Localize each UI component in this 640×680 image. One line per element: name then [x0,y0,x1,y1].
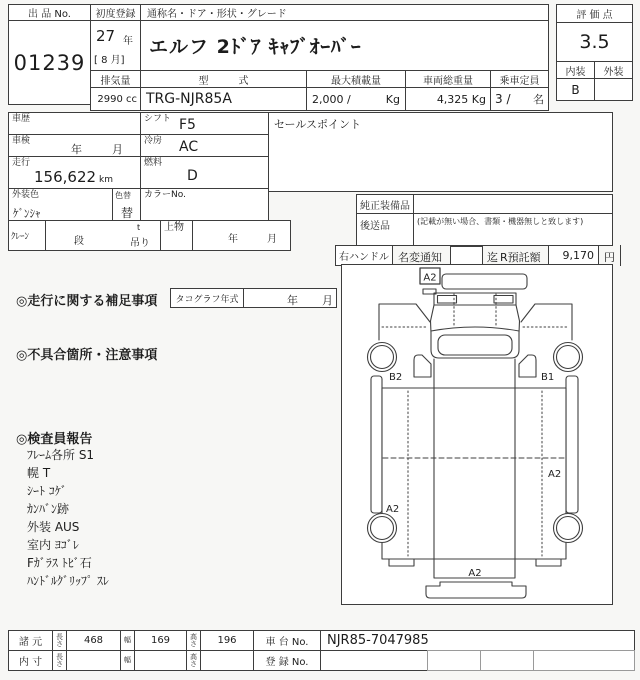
tachograph-year: 年 [287,294,298,307]
defect-title: ◎不具合箇所・注意事項 [16,348,158,363]
inspector-item: ｼｰﾄ ｺｹﾞ [27,484,67,498]
max-load-unit: Kg [385,92,400,106]
model-code-value: TRG-NJR85A [140,87,307,111]
kosohin-note: (記載が無い場合、書類・機器無しと致します) [417,217,584,226]
color-change-value: 替 [121,206,134,220]
footer-empty-cell [533,650,635,671]
inspection-cell [8,134,141,157]
shift-label: シフト [144,114,172,124]
displacement-value: 2990 cc [90,87,141,111]
truck-top-view-diagram [342,265,612,604]
first-reg-month: [ 8 月] [94,55,125,66]
kosohin-label: 後送品 [360,221,390,232]
width-label-text: 幅 [124,636,131,644]
inner-width-value [134,650,187,671]
fuel-value: D [187,168,198,184]
lot-no-header: 出 品 No. [8,4,91,21]
damage-label-right-door: B1 [541,372,555,383]
displacement-header: 排気量 [90,70,141,88]
inspection-label: 車検 [12,136,31,146]
crane-dan-label: 段 [74,236,84,247]
inspector-item: ｶﾝﾊﾞﾝ跡 [27,502,70,516]
made-label: 迄 [487,251,498,264]
grade-value: 3.5 [556,22,633,62]
inner-dims-row-label: 内 寸 [8,650,53,671]
damage-label-left-rear: A2 [386,504,400,515]
exterior-grade-value [594,78,633,101]
chassis-no-value: NJR85-7047985 [320,630,635,651]
chassis-no-label: 車 台 No. [253,630,321,651]
inner-width-label [120,650,135,671]
max-load-number: 2,000 / [312,92,351,106]
color-change-label: 色替 [115,191,131,200]
footer-empty-cell [427,650,481,671]
sales-point-label: セールスポイント [274,118,362,131]
max-load-header: 最大積載量 [306,70,406,88]
color-no-cell [140,188,269,221]
crane-label: ｸﾚｰﾝ [11,232,30,242]
crane-spec-cell [45,220,161,251]
inspector-item: 外装 AUS [27,520,80,534]
inspector-item: ﾌﾚｰﾑ各所 S1 [27,448,95,462]
aircon-label: 冷房 [144,136,163,146]
model-code-header: 型 式 [140,70,307,88]
dimensions-row-label: 諸 元 [8,630,53,651]
yen-label: 円 [604,251,615,264]
shift-cell [140,112,269,135]
capacity-number: 3 / [495,92,511,106]
inner-length-label [52,650,67,671]
grade-header: 評 価 点 [556,4,633,23]
inspection-month: 月 [112,143,123,156]
fuel-cell [140,156,269,189]
shift-value: F5 [179,117,196,133]
tachograph-month: 月 [322,294,333,307]
row-end-divider [620,245,621,266]
inner-height-label-text: 高さ [190,652,197,668]
lot-no-value: 01239 [8,20,91,105]
height-value: 196 [200,630,254,651]
inner-length-value [66,650,121,671]
exterior-color-value: ｹﾞﾝｼｬ [13,207,41,220]
height-label [186,630,201,651]
genuine-equipment-value [413,194,613,214]
capacity-unit: 名 [533,93,544,106]
mileage-label: 走行 [12,158,31,168]
kosohin-note-cell [413,213,613,246]
inner-width-label-text: 幅 [124,656,131,664]
width-value: 169 [134,630,187,651]
length-label-text: 長さ [56,632,63,648]
sales-point-box [268,112,613,192]
vehicle-diagram-box [341,264,613,605]
interior-grade-header: 内装 [556,61,595,79]
history-cell [8,112,141,135]
inspector-item: 室内 ﾖｺﾞﾚ [27,538,79,552]
capacity-value [490,87,549,111]
interior-grade-value: B [556,78,595,101]
mileage-note-title: ◎走行に関する補足事項 [16,294,158,309]
inner-height-value [200,650,254,671]
name-change-label: 名変通知 [398,251,442,264]
fuel-label: 燃料 [144,158,163,168]
history-label: 車歴 [12,114,31,124]
crane-cell [8,220,46,251]
gross-weight-header: 車両総重量 [405,70,491,88]
inspector-report-list [27,446,109,590]
length-label [52,630,67,651]
damage-label-left-door: B2 [389,372,403,383]
mileage-unit: km [99,175,113,185]
uwamono-cell [160,220,193,251]
exterior-grade-header: 外装 [594,61,633,79]
inner-height-label [186,650,201,671]
vehicle-name-header: 通称名・ドア・形状・グレード [140,4,549,21]
tachograph-label: タコグラフ年式 [170,288,244,308]
first-registration-header: 初度登録 [90,4,141,21]
color-no-label: カラーNo. [144,190,186,200]
exterior-color-label: 外装色 [12,190,40,200]
inspector-item: ﾊﾝﾄﾞﾙｸﾞﾘｯﾌﾟ ｽﾚ [27,574,109,588]
width-label [120,630,135,651]
inspector-item: Fｶﾞﾗｽ ﾄﾋﾞ石 [27,556,92,570]
length-value: 468 [66,630,121,651]
crane-tsuri-label: 吊り [130,238,150,249]
inspection-year: 年 [71,143,82,156]
uwamono-month: 月 [267,234,277,245]
handle-position-badge: 右ハンドル [335,245,393,266]
damage-label-front: A2 [423,272,437,284]
kosohin-label-cell [356,213,414,246]
damage-label-right-side: A2 [548,469,562,480]
inner-length-label-text: 長さ [56,652,63,668]
mileage-cell [8,156,141,189]
tachograph-value-cell [243,288,337,308]
mileage-value: 156,622 [34,168,97,186]
deposit-label: R預託額 [500,251,541,264]
inspector-item: 幌 T [27,466,51,480]
name-change-box [450,246,483,265]
gross-weight-value: 4,325 Kg [405,87,491,111]
first-registration-value [90,20,141,71]
uwamono-year: 年 [228,234,238,245]
registration-no-label: 登 録 No. [253,650,321,671]
aircon-cell [140,134,269,157]
crane-t-label: t [137,223,141,232]
first-reg-year-suffix: 年 [123,36,133,47]
color-change-cell [112,188,141,221]
deposit-value-box: 9,170 [548,245,599,265]
uwamono-date-cell [192,220,291,251]
inspector-report-title: ◎検査員報告 [16,432,93,447]
first-reg-year: 27 [96,27,116,45]
damage-label-rear: A2 [468,568,482,579]
footer-empty-cell [480,650,534,671]
uwamono-label: 上物 [164,222,184,233]
capacity-header: 乗車定員 [490,70,549,88]
genuine-equipment-label: 純正装備品 [356,194,414,214]
height-label-text: 高さ [190,632,197,648]
registration-no-value [320,650,428,671]
vehicle-name-value: エルフ 2ﾄﾞｱ ｷｬﾌﾞｵｰﾊﾞｰ [140,20,549,71]
max-load-value [306,87,406,111]
aircon-value: AC [179,139,199,155]
exterior-color-cell [8,188,113,221]
